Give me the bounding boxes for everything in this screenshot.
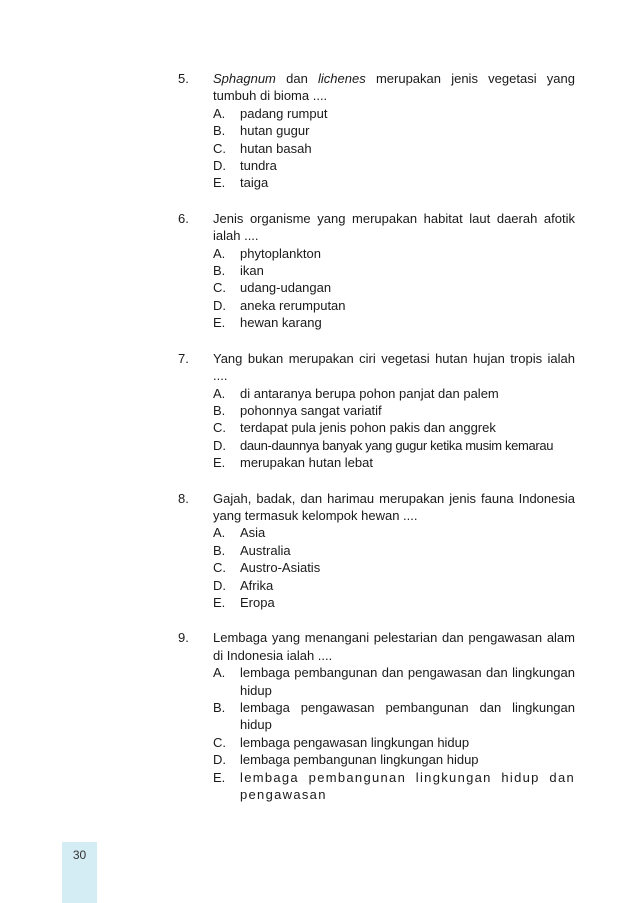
option-d [213,297,575,314]
option-text: merupakan hutan lebat [240,455,373,471]
option-d [213,157,575,174]
option-text: taiga [240,175,269,191]
option-d [213,577,575,594]
option-list [213,664,575,803]
option-text: hewan karang [240,315,322,331]
option-text: phytoplankton [240,245,321,261]
question-5 [178,70,575,192]
option-letter: D. [213,577,226,593]
option-text: Eropa [240,594,275,610]
option-text: daun-daunnya banyak yang gugur ketika musim kemarau [240,437,554,453]
question-text: Yang bukan merupakan ciri vegetasi hutan hujan tropis ialah .... [213,350,575,384]
option-text: hutan basah [240,140,312,156]
option-e [213,314,575,331]
option-letter: C. [213,560,226,576]
option-c [213,279,575,296]
option-letter: E. [213,455,226,471]
question-number: 7. [178,350,189,366]
option-letter: B. [213,402,226,418]
option-letter: B. [213,263,226,279]
option-text: lembaga pengawasan pembangunan dan lingkungan hidup [240,700,575,733]
option-letter: C. [213,734,226,750]
question-text: Gajah, badak, dan harimau merupakan jenis fauna Indonesia yang termasuk kelompok hewan .... [213,490,575,523]
question-6 [178,210,575,332]
option-letter: E. [213,769,226,785]
option-text: aneka rerumputan [240,297,346,313]
question-text [213,70,575,105]
option-letter: A. [213,385,226,401]
option-b [213,699,575,734]
option-text: udang-udangan [240,280,332,296]
option-c [213,140,575,157]
option-b [213,122,575,139]
option-text: lembaga pembangunan lingkungan hidup [240,752,479,768]
option-text: Asia [240,525,266,541]
option-letter: E. [213,594,226,610]
option-b [213,262,575,279]
option-d [213,437,575,454]
option-text: ikan [240,263,264,279]
option-list [213,105,575,192]
option-c [213,734,575,751]
option-letter: E. [213,315,226,331]
option-a [213,245,575,262]
option-letter: A. [213,525,226,541]
option-letter: C. [213,140,226,156]
question-text: Lembaga yang menangani pelestarian dan pengawasan alam di Indonesia ialah .... [213,630,575,663]
option-e [213,594,575,611]
option-text: tundra [240,158,277,174]
option-letter: A. [213,245,226,261]
question-term-sphagnum: Sphagnum [213,71,276,86]
option-letter: A. [213,105,226,121]
option-e [213,454,575,471]
option-letter: D. [213,437,226,453]
option-text: pohonnya sangat variatif [240,402,382,418]
option-letter: C. [213,280,226,296]
question-text-rest: merupakan jenis vegetasi yang tumbuh di bioma .... [213,71,575,104]
option-b [213,542,575,559]
option-a [213,105,575,122]
option-e [213,769,575,804]
option-text: Australia [240,542,291,558]
option-letter: D. [213,752,226,768]
option-text: lembaga pengawasan lingkungan hidup [240,734,470,750]
page-number-tab [62,842,97,903]
option-c [213,419,575,436]
option-letter: E. [213,175,226,191]
option-letter: D. [213,297,226,313]
option-text: di antaranya berupa pohon panjat dan palem [240,385,499,401]
question-text-connector: dan [275,71,319,86]
option-text: hutan gugur [240,123,310,139]
question-8 [178,490,575,612]
option-list [213,245,575,332]
question-term-lichenes: lichenes [318,71,366,86]
option-text: lembaga pembangunan lingkungan hidup dan pengawasan [240,769,575,803]
option-letter: B. [213,123,226,139]
question-list [178,70,575,821]
question-number: 5. [178,71,189,86]
option-letter: B. [213,542,226,558]
option-b [213,402,575,419]
option-letter: B. [213,700,226,715]
option-d [213,751,575,768]
option-a [213,664,575,699]
option-e [213,174,575,191]
option-text: Austro-Asiatis [240,560,321,576]
option-text: lembaga pembangunan dan pengawasan dan lingkungan hidup [240,665,575,698]
option-letter: A. [213,665,226,681]
option-letter: C. [213,420,226,436]
option-a [213,385,575,402]
option-letter: D. [213,158,226,174]
option-list [213,524,575,611]
question-number: 9. [178,630,189,646]
option-text: Afrika [240,577,274,593]
question-text: Jenis organisme yang merupakan habitat laut daerah afotik ialah .... [213,210,575,244]
option-a [213,524,575,541]
page-number: 30 [72,848,87,862]
option-text: terdapat pula jenis pohon pakis dan anggrek [240,420,496,436]
question-number: 6. [178,210,189,226]
option-list [213,385,575,472]
question-7 [178,350,575,472]
question-9 [178,629,575,803]
option-c [213,559,575,576]
option-text: padang rumput [240,105,328,121]
question-number: 8. [178,490,189,506]
